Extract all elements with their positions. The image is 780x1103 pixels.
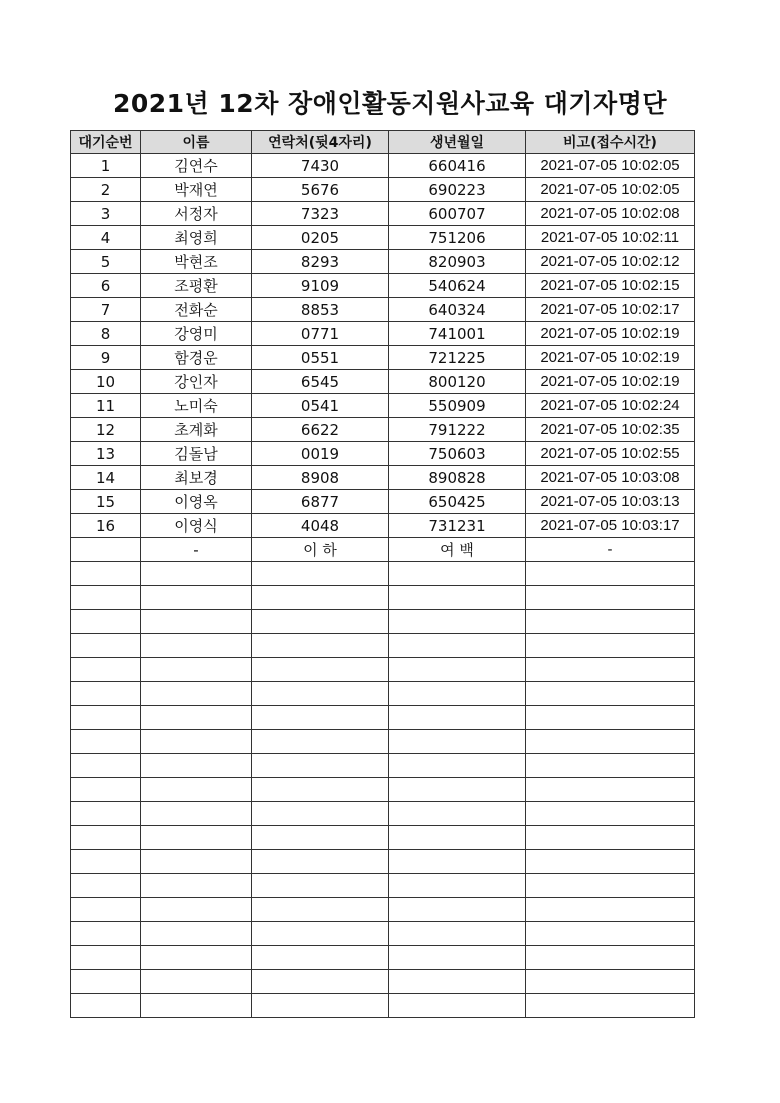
cell-order: 10 [71,370,141,394]
cell-phone: 0205 [252,226,389,250]
cell-remarks [526,994,695,1018]
blank-row [71,802,695,826]
cell-birthdate [389,946,526,970]
header-waitlist-order: 대기순번 [71,131,141,154]
cell-name [141,946,252,970]
cell-name [141,730,252,754]
blank-row [71,658,695,682]
cell-remarks [526,802,695,826]
cell-birthdate: 750603 [389,442,526,466]
table-row [71,346,695,370]
cell-birthdate [389,922,526,946]
cell-phone: 8908 [252,466,389,490]
cell-phone: 0771 [252,322,389,346]
table-row [71,442,695,466]
cell-phone [252,754,389,778]
cell-name: 최영희 [141,226,252,250]
cell-remarks [526,922,695,946]
cell-name [141,898,252,922]
table-row [71,202,695,226]
cell-birthdate [389,634,526,658]
cell-order [71,778,141,802]
cell-phone [252,586,389,610]
cell-name [141,658,252,682]
blank-row [71,946,695,970]
cell-order: 7 [71,298,141,322]
cell-order: 6 [71,274,141,298]
cell-birthdate [389,994,526,1018]
cell-order: 13 [71,442,141,466]
cell-remarks [526,682,695,706]
cell-remarks: 2021-07-05 10:02:55 [526,442,695,466]
cell-order [71,946,141,970]
table-header-row [71,131,695,154]
blank-row [71,706,695,730]
cell-birthdate: 820903 [389,250,526,274]
blank-row [71,970,695,994]
cell-phone: 0541 [252,394,389,418]
cell-name: 전화순 [141,298,252,322]
header-phone-last4: 연락처(뒷4자리) [252,131,389,154]
cell-order [71,562,141,586]
cell-phone: 4048 [252,514,389,538]
cell-remarks [526,730,695,754]
cell-birthdate: 550909 [389,394,526,418]
table-row [71,370,695,394]
blank-row [71,610,695,634]
cell-remarks [526,778,695,802]
cell-phone: 8293 [252,250,389,274]
cell-name: 이영옥 [141,490,252,514]
cell-remarks [526,610,695,634]
cell-birthdate: 890828 [389,466,526,490]
cell-phone [252,778,389,802]
cell-name: 노미숙 [141,394,252,418]
header-birthdate: 생년월일 [389,131,526,154]
cell-phone: 0551 [252,346,389,370]
document-title: 2021년 12차 장애인활동지원사교육 대기자명단 [112,89,668,118]
cell-birthdate [389,754,526,778]
cell-order: 15 [71,490,141,514]
cell-order: 4 [71,226,141,250]
cell-name [141,802,252,826]
cell-remarks [526,850,695,874]
cell-remarks [526,706,695,730]
cell-remarks: 2021-07-05 10:02:11 [526,226,695,250]
cell-remarks: 2021-07-05 10:02:17 [526,298,695,322]
cell-order: 16 [71,514,141,538]
cell-phone: 6545 [252,370,389,394]
cell-name: 최보경 [141,466,252,490]
cell-remarks: 2021-07-05 10:02:15 [526,274,695,298]
cell-phone [252,874,389,898]
cell-order [71,586,141,610]
cell-birthdate [389,850,526,874]
cell-birthdate [389,730,526,754]
cell-birthdate [389,898,526,922]
cell-birthdate: 800120 [389,370,526,394]
cell-name [141,634,252,658]
cell-name: 김연수 [141,154,252,178]
cell-phone [252,682,389,706]
cell-remarks [526,586,695,610]
cell-phone: 5676 [252,178,389,202]
cell-phone [252,946,389,970]
cell-birthdate [389,826,526,850]
cell-birthdate [389,970,526,994]
cell-order [71,970,141,994]
cell-remarks: 2021-07-05 10:03:13 [526,490,695,514]
cell-order [71,850,141,874]
blank-row [71,682,695,706]
closing-row [71,538,695,562]
cell-phone: 8853 [252,298,389,322]
table-row [71,250,695,274]
cell-remarks [526,874,695,898]
cell-name: 이영식 [141,514,252,538]
blank-row [71,898,695,922]
table-body [71,154,695,1018]
cell-phone [252,994,389,1018]
cell-phone [252,730,389,754]
cell-phone [252,970,389,994]
blank-row [71,922,695,946]
cell-name: 서정자 [141,202,252,226]
cell-name [141,922,252,946]
cell-remarks: 2021-07-05 10:02:05 [526,154,695,178]
cell-birthdate: 650425 [389,490,526,514]
cell-remarks [526,754,695,778]
cell-order [71,994,141,1018]
blank-row [71,730,695,754]
cell-phone [252,850,389,874]
cell-name: 박현조 [141,250,252,274]
cell-name [141,610,252,634]
cell-name [141,970,252,994]
cell-remarks: 2021-07-05 10:02:19 [526,370,695,394]
cell-phone [252,922,389,946]
cell-birthdate: 791222 [389,418,526,442]
cell-phone [252,898,389,922]
cell-birthdate [389,874,526,898]
cell-remarks [526,970,695,994]
cell-birthdate [389,586,526,610]
cell-order: 2 [71,178,141,202]
table-row [71,298,695,322]
cell-order: 3 [71,202,141,226]
cell-name [141,874,252,898]
cell-remarks: 2021-07-05 10:02:05 [526,178,695,202]
cell-remarks: - [526,538,695,562]
cell-order [71,730,141,754]
cell-birthdate: 741001 [389,322,526,346]
header-name: 이름 [141,131,252,154]
cell-remarks: 2021-07-05 10:02:12 [526,250,695,274]
cell-remarks [526,946,695,970]
cell-order [71,538,141,562]
cell-birthdate [389,682,526,706]
cell-birthdate: 721225 [389,346,526,370]
cell-order [71,802,141,826]
cell-name: 함경운 [141,346,252,370]
cell-birthdate [389,562,526,586]
cell-name [141,562,252,586]
cell-order [71,754,141,778]
cell-order: 1 [71,154,141,178]
cell-birthdate: 690223 [389,178,526,202]
cell-name: 초계화 [141,418,252,442]
cell-remarks [526,898,695,922]
cell-order [71,874,141,898]
cell-order: 14 [71,466,141,490]
cell-phone [252,658,389,682]
blank-row [71,754,695,778]
table-row [71,466,695,490]
table-row [71,154,695,178]
blank-row [71,778,695,802]
cell-phone [252,706,389,730]
cell-phone [252,610,389,634]
table-row [71,322,695,346]
cell-birthdate [389,802,526,826]
cell-order: 5 [71,250,141,274]
cell-remarks [526,658,695,682]
table-row [71,418,695,442]
blank-row [71,562,695,586]
cell-name [141,826,252,850]
header-remarks-time: 비고(접수시간) [526,131,695,154]
cell-order [71,922,141,946]
cell-remarks: 2021-07-05 10:02:08 [526,202,695,226]
cell-order [71,898,141,922]
cell-name [141,850,252,874]
cell-order: 8 [71,322,141,346]
table-row [71,490,695,514]
cell-remarks: 2021-07-05 10:02:35 [526,418,695,442]
cell-name [141,706,252,730]
cell-remarks [526,562,695,586]
cell-order: 9 [71,346,141,370]
cell-birthdate [389,778,526,802]
cell-name: 김돌남 [141,442,252,466]
cell-birthdate: 600707 [389,202,526,226]
cell-order: 11 [71,394,141,418]
cell-order [71,658,141,682]
cell-phone: 6622 [252,418,389,442]
cell-name [141,754,252,778]
cell-phone: 6877 [252,490,389,514]
cell-phone [252,802,389,826]
cell-name: 박재연 [141,178,252,202]
cell-birthdate [389,658,526,682]
cell-remarks: 2021-07-05 10:02:19 [526,346,695,370]
cell-name [141,586,252,610]
cell-phone: 이 하 [252,538,389,562]
cell-order [71,826,141,850]
cell-phone [252,634,389,658]
blank-row [71,586,695,610]
cell-phone: 7323 [252,202,389,226]
blank-row [71,874,695,898]
cell-remarks: 2021-07-05 10:02:19 [526,322,695,346]
waitlist-table [70,130,695,1018]
cell-phone [252,562,389,586]
cell-phone: 9109 [252,274,389,298]
table-row [71,178,695,202]
blank-row [71,634,695,658]
cell-name [141,778,252,802]
table-row [71,226,695,250]
cell-phone: 0019 [252,442,389,466]
table-row [71,514,695,538]
cell-birthdate: 여 백 [389,538,526,562]
cell-birthdate: 540624 [389,274,526,298]
cell-order [71,610,141,634]
cell-birthdate [389,610,526,634]
cell-remarks: 2021-07-05 10:02:24 [526,394,695,418]
cell-phone: 7430 [252,154,389,178]
cell-birthdate [389,706,526,730]
cell-order [71,682,141,706]
cell-name: 강영미 [141,322,252,346]
cell-remarks: 2021-07-05 10:03:08 [526,466,695,490]
cell-birthdate: 751206 [389,226,526,250]
blank-row [71,994,695,1018]
cell-order [71,634,141,658]
cell-birthdate: 660416 [389,154,526,178]
cell-birthdate: 731231 [389,514,526,538]
cell-remarks [526,634,695,658]
cell-name: 조평환 [141,274,252,298]
cell-name: - [141,538,252,562]
blank-row [71,826,695,850]
cell-phone [252,826,389,850]
cell-order [71,706,141,730]
cell-remarks [526,826,695,850]
table-row [71,394,695,418]
cell-order: 12 [71,418,141,442]
cell-remarks: 2021-07-05 10:03:17 [526,514,695,538]
cell-name [141,682,252,706]
cell-name: 강인자 [141,370,252,394]
cell-name [141,994,252,1018]
cell-birthdate: 640324 [389,298,526,322]
blank-row [71,850,695,874]
table-row [71,274,695,298]
